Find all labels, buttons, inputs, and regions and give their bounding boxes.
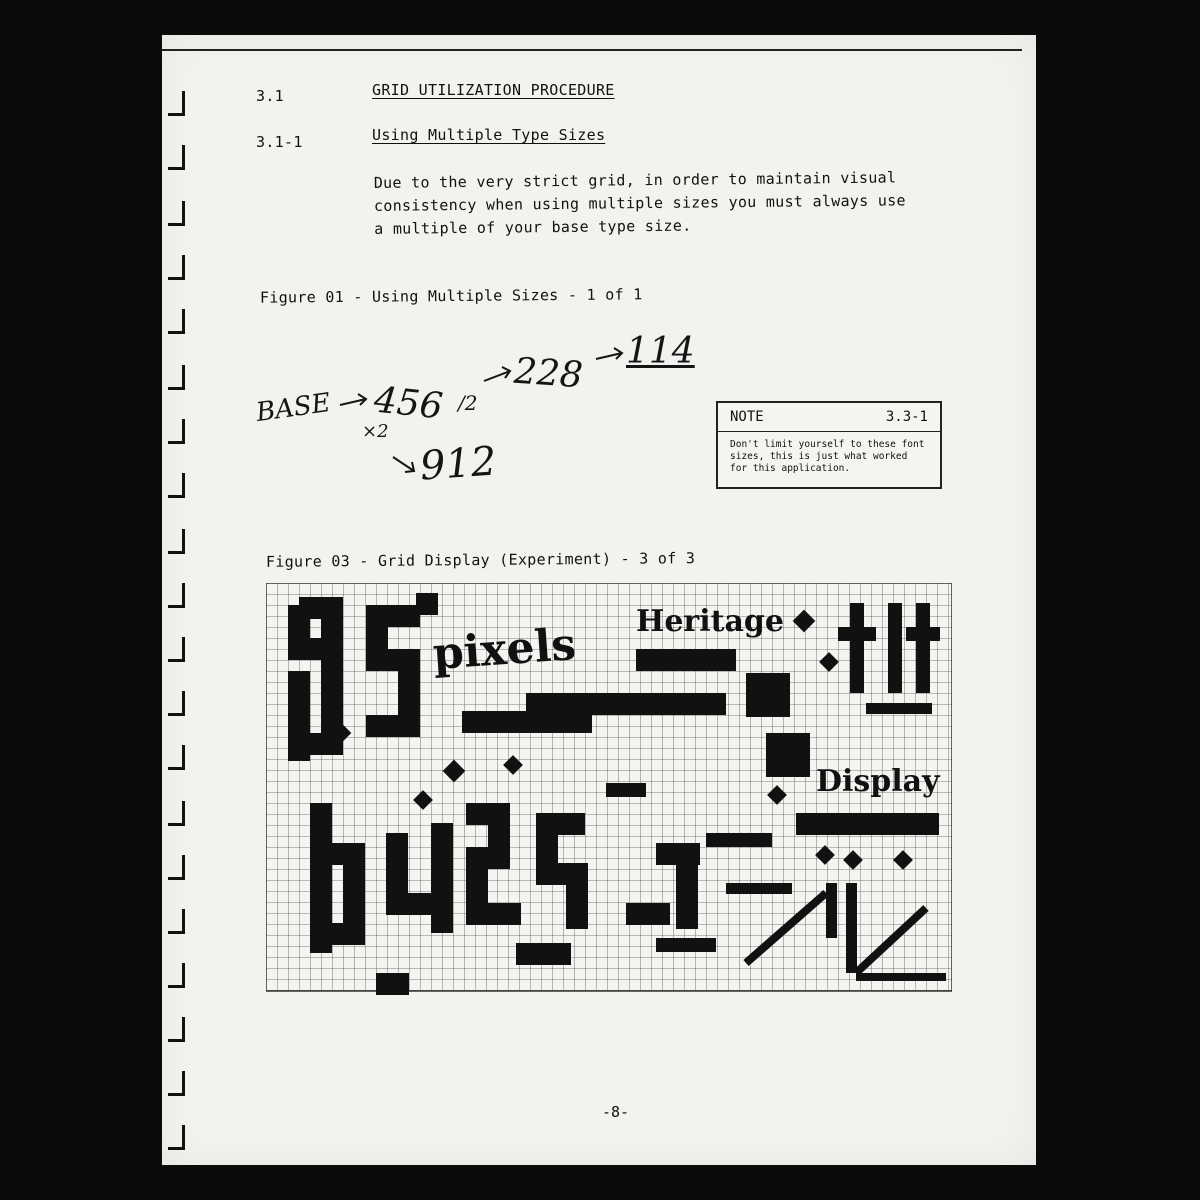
binding-hole [168,1017,185,1042]
figure-01-caption: Figure 01 - Using Multiple Sizes - 1 of 1 [259,285,643,307]
binding-hole [168,529,185,554]
binding-hole [168,1071,185,1096]
subsection-number: 3.1-1 [256,133,303,151]
note-reference: 3.3-1 [885,409,928,425]
subsection-title: Using Multiple Type Sizes [372,126,606,144]
binding-hole [168,583,185,608]
binding-hole [168,1125,185,1150]
top-rule [162,49,1022,51]
binding-hole [168,309,185,334]
handwritten-double-value: 912 [418,438,498,490]
handwritten-double-label: ×2 [362,421,389,442]
binding-hole [168,855,185,880]
handwritten-half-value: 228 [512,350,585,397]
binding-hole [168,637,185,662]
arrow-icon [482,365,516,385]
binding-hole [168,365,185,390]
arrow-icon [594,345,628,365]
section-number: 3.1 [256,87,284,105]
grid-word-pixels: pixels [431,619,578,680]
binding-hole [168,91,185,116]
binding-hole [168,745,185,770]
binding-hole [168,255,185,280]
body-paragraph: Due to the very strict grid, in order to maintain visual consistency when using multiple sizes you must always use a multiple of your base type size. [373,168,906,238]
binding-hole [168,201,185,226]
grid-word-heritage: Heritage [636,604,784,639]
figure-03-caption: Figure 03 - Grid Display (Experiment) - 3 of 3 [265,549,696,571]
arrow-icon [390,453,420,477]
binding-hole [168,473,185,498]
binding-hole [168,691,185,716]
document-page [162,35,1036,1165]
handwritten-base-value: 456 [372,379,445,428]
handwritten-base-label: BASE [254,387,333,429]
note-box [716,401,942,489]
binding-hole [168,909,185,934]
handwritten-half-label: /2 [458,391,478,415]
note-text: Don't limit yourself to these font sizes, this is just what worked for this application. [730,439,925,474]
binding-holes [162,35,202,1165]
page-number: -8- [602,1103,630,1121]
binding-hole [168,145,185,170]
binding-hole [168,963,185,988]
note-header [718,403,940,432]
grid-word-display: Display [816,764,940,799]
section-title: GRID UTILIZATION PROCEDURE [372,81,615,99]
arrow-icon [338,391,372,411]
binding-hole [168,801,185,826]
grid-display-figure [266,583,952,1021]
pixel-grid-artwork [266,583,952,1021]
handwritten-quarter-value: 114 [626,331,695,372]
binding-hole [168,419,185,444]
note-label: NOTE [730,409,764,425]
